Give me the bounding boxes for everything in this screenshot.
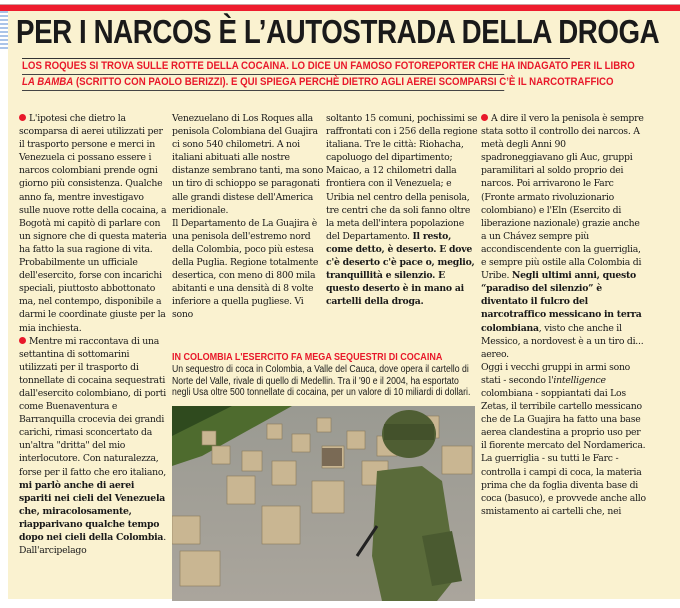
paragraph-text: Oggi i vecchi gruppi in armi sono stati - secondo l' [481, 361, 631, 386]
column-4 [481, 112, 646, 518]
paragraph-text: L'ipotesi che dietro la scomparsa di aerei utilizzati per il trasporto persone e merci in Venezuela ci possano essere i narcos colombiani prende ogni giorno più consistenza. Qualche anno fa, mentre investigavo sulle nuove rotte della cocaina, a Bogotà mi capitò di parlare con un signore che di questa materia ha fatto la sua ragione di vita. Probabilmente un ufficiale dell'esercito, forse con incarichi speciali, piuttosto abbottonato ma, nel contempo, disponibile a darmi le coordinate giuste per la mia inchiesta. [19, 113, 167, 334]
paragraph: Venezuelano di Los Roques alla penisola Colombiana del Guajira ci sono 540 chilometri. A noi italiani abituati alle nostre distanze sembrano tanti, ma sono un tiro di schioppo se paragonati alle grandi distese dell'America meridionale. [172, 113, 324, 216]
paragraph-text: Mentre mi raccontava di una settantina di sottomarini utilizzati per il trasporto di tonnellate di cocaina sequestrati dall'esercito colombiano, di porti come Buenaventura e Barranquilla crocevia dei grandi carichi, rimasi sconcertato da un'altra "dritta" del mio interlocutore. Con naturalezza, forse per il fatto che ero italiano, [19, 335, 166, 478]
bullet-dot-icon [19, 114, 26, 121]
book-title: LA BAMBA [22, 76, 74, 88]
column-2 [172, 112, 324, 322]
deck-line-1: LOS ROQUES SI TROVA SULLE ROTTE DELLA COCAINA. LO DICE UN FAMOSO FOTOREPORTER CHE HA INDAGATO PER IL LIBRO [22, 59, 504, 75]
deck-line-2 [22, 75, 614, 91]
deck [22, 58, 635, 91]
column-1 [19, 112, 167, 557]
deck-line-2-text: (SCRITTO CON PAOLO BERIZZI). E QUI SPIEGA PERCHÈ DIETRO AGLI AEREI SCOMPARSI C’È IL NARCOTRAFFICO [73, 76, 614, 88]
paragraph [481, 112, 646, 361]
paragraph-bold: Negli ultimi anni, questo “paradiso del silenzio” è diventato il fulcro del narcotraffico messicano in terra colombiana [481, 270, 642, 334]
left-edge-stripes [0, 11, 8, 51]
column-3 [326, 112, 478, 308]
bullet-dot-icon [19, 337, 26, 344]
paragraph-text: . Dall'arcipelago [19, 532, 166, 557]
paragraph [19, 112, 167, 335]
paragraph-bold: mi parlò anche di aerei spariti nei cieli del Venezuela che, miracolosamente, riapparivano qualche tempo dopo nei cieli della Colombia [19, 479, 165, 543]
paragraph-text: soltanto 15 comuni, pochissimi se raffrontati con i 256 della regione italiana. Tre le città: Riohacha, capoluogo del dipartimento; Maicao, a 12 chilometri dalla frontiera con il Venezuela; e Uribia nel centro della penisola, tre centri che da soli fanno oltre la meta dell'intera popolazione del Departamento. [326, 113, 478, 242]
paragraph-text: colombiana - soppiantati dai Los Zetas, il terribile cartello messicano che de La Guajira ha fatto una base aerea clandestina a proprio uso per il fiorente mercato del Nordamerica. La guerriglia - su tutti le Farc - controlla i campi di coca, la materia prima che da foglia diventa base di coca (basuco), e provvede anche allo smistamento ai cartelli che, nei [481, 387, 646, 517]
cocaine-seizure-photo [172, 406, 475, 601]
paragraph [19, 335, 167, 558]
paragraph-italic: intelligence [553, 374, 606, 386]
paragraph [326, 112, 478, 308]
paragraph [481, 361, 646, 518]
photo-caption-text: Un sequestro di coca in Colombia, a Valle del Cauca, dove opera il cartello di Norte del Valle, rivale di quello di Medellin. Tra il '90 e il 2004, ha esportato negli Usa oltre 500 tonnellate di cocaina, per un valore di 10 miliardi di dollari. [172, 364, 471, 398]
paragraph: Il Departamento de La Guajira è una penisola dell'estremo nord della Colombia, poco più estesa della Puglia. Regione totalmente desertica, con meno di 800 mila abitanti e una densità di 8 volte inferiore a quella pugliese. Vi sono [172, 217, 319, 321]
paragraph-bold: Il resto, come detto, è deserto. E dove c'è deserto c'è pace o, meglio, tranquillità e silenzio. E questo deserto è in mano ai cartelli della droga. [326, 230, 475, 308]
headline: PER I NARCOS È L’AUTOSTRADA DELLA DROGA [16, 13, 660, 50]
bullet-dot-icon [481, 114, 488, 121]
photo-caption-title: IN COLOMBIA L'ESERCITO FA MEGA SEQUESTRI DI COCAINA [172, 351, 443, 363]
paragraph-text: A dire il vero la penisola è sempre stata sotto il controllo dei narcos. A metà degli Anni 90 spadroneggiavano gli Auc, gruppi paramilitari al soldo proprio dei narcos. Poi arrivarono le Farc (Fronte armato rivoluzionario colombiano) e l'Eln (Esercito di liberazione nazionale) grazie anche a un Chávez sempre più accondiscendente con la guerriglia, e sempre più ostile alla Colombia di Uribe. [481, 113, 644, 282]
soldier-with-cocaine-packages-image [172, 406, 475, 601]
paragraph-text: , visto che anche il Messico, a nordovest è a un tiro di... aereo. [481, 322, 644, 360]
